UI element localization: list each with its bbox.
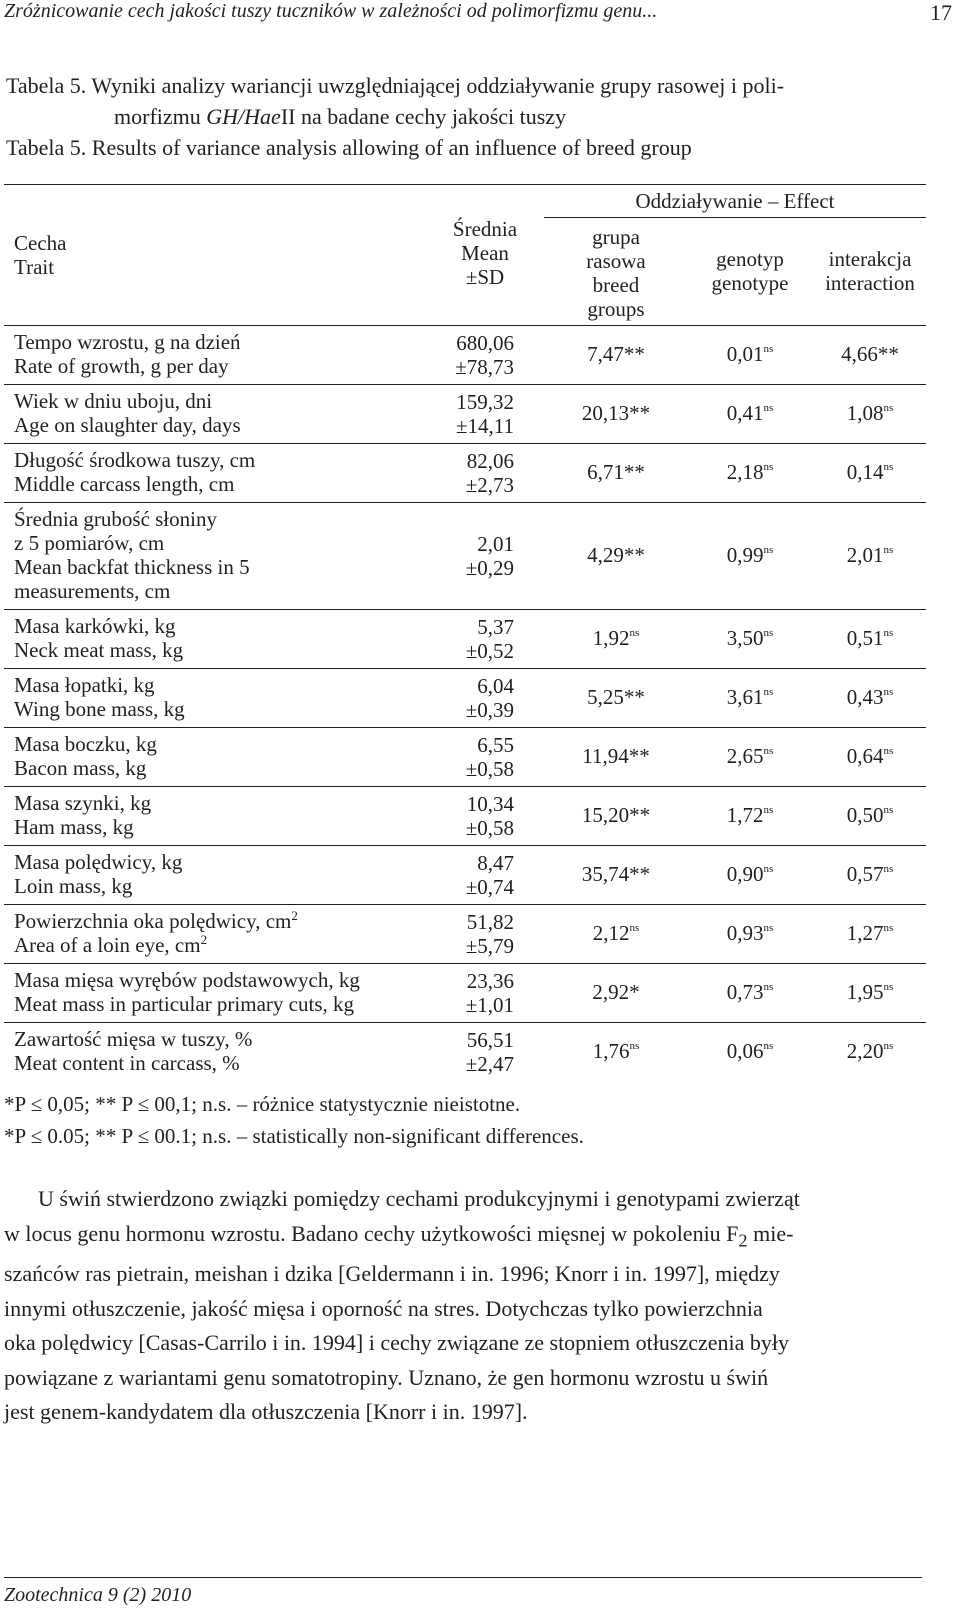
- genotype-effect-cell: $1,72^{ns}$: [726, 803, 774, 827]
- table-header: [4, 185, 926, 326]
- running-title: Zróżnicowanie cech jakości tuszy tuczników w zależności od polimorfizmu genu...: [4, 0, 658, 22]
- ns-marker: ns: [629, 922, 640, 934]
- genotype-effect-cell: $0,73^{ns}$: [726, 980, 774, 1004]
- note-polish: *P ≤ 0,05; ** P ≤ 00,1; n.s. – różnice statystycznie nieistotne.: [4, 1092, 521, 1116]
- breed-effect-cell: 4,29**: [587, 543, 645, 567]
- page-number: 17: [930, 0, 952, 25]
- ns-marker: ns: [763, 1040, 774, 1052]
- ns-marker: ns: [883, 627, 894, 639]
- ns-marker: ns: [763, 627, 774, 639]
- trait-cell: Długość środkowa tuszy, cm Middle carcass length, cm: [14, 448, 256, 496]
- genotype-effect-cell: $3,61^{ns}$: [726, 685, 774, 709]
- trait-cell: Masa łopatki, kg Wing bone mass, kg: [14, 673, 185, 721]
- caption-english: Tabela 5. Results of variance analysis allowing of an influence of breed group: [6, 135, 692, 160]
- running-header: [4, 0, 952, 28]
- trait-cell: Średnia grubość słoniny z 5 pomiarów, cm Mean backfat thickness in 5 measurements, cm: [14, 507, 250, 603]
- interaction-effect-cell: $1,08^{ns}$: [846, 401, 894, 425]
- ns-marker: ns: [883, 544, 894, 556]
- genotype-effect-cell: $0,06^{ns}$: [726, 1039, 774, 1063]
- mean-sd-cell: 82,06 ±2,73: [465, 449, 514, 497]
- ns-marker: ns: [763, 544, 774, 556]
- ns-marker: ns: [629, 1040, 640, 1052]
- interaction-effect-cell: $0,50^{ns}$: [846, 803, 894, 827]
- interaction-effect-cell: 4,66**: [841, 342, 899, 366]
- ns-marker: ns: [629, 627, 640, 639]
- table-row: [4, 846, 926, 905]
- ns-marker: ns: [883, 686, 894, 698]
- genotype-effect-cell: $0,41^{ns}$: [726, 401, 774, 425]
- table-row: [4, 669, 926, 728]
- breed-effect-cell: 5,25**: [587, 685, 645, 709]
- ns-marker: ns: [883, 402, 894, 414]
- breed-effect-cell: 15,20**: [581, 803, 651, 827]
- interaction-effect-cell: $0,64^{ns}$: [846, 744, 894, 768]
- table-row: [4, 905, 926, 964]
- trait-cell: Masa boczku, kg Bacon mass, kg: [14, 732, 157, 780]
- ns-marker: ns: [883, 863, 894, 875]
- breed-effect-cell: $1,92^{ns}$: [592, 626, 640, 650]
- ns-marker: ns: [763, 402, 774, 414]
- ns-marker: ns: [763, 343, 774, 355]
- anova-table: [4, 184, 926, 1081]
- ns-marker: ns: [883, 461, 894, 473]
- interaction-effect-cell: $0,57^{ns}$: [846, 862, 894, 886]
- caption-polish: Tabela 5. Wyniki analizy wariancji uwzględniającej oddziaływanie grupy rasowej i poli- morfizmu GH/HaeII na badane cechy jakości tuszy: [6, 73, 785, 129]
- table-row: [4, 1023, 926, 1081]
- interaction-effect-cell: $0,14^{ns}$: [846, 460, 894, 484]
- breed-effect-cell: 6,71**: [587, 460, 645, 484]
- ns-marker: ns: [883, 804, 894, 816]
- journal-footer: Zootechnica 9 (2) 2010: [4, 1584, 192, 1606]
- trait-cell: Wiek w dniu uboju, dni Age on slaughter day, days: [14, 389, 241, 437]
- mean-sd-cell: 56,51 ±2,47: [465, 1028, 514, 1076]
- ns-marker: ns: [763, 804, 774, 816]
- interaction-effect-cell: $1,27^{ns}$: [846, 921, 894, 945]
- table-body: [4, 326, 926, 1081]
- table-row: [4, 728, 926, 787]
- interaction-effect-cell: $0,51^{ns}$: [846, 626, 894, 650]
- note-english: *P ≤ 0.05; ** P ≤ 00.1; n.s. – statistically non-significant differences.: [4, 1124, 584, 1148]
- table-row: [4, 385, 926, 444]
- interaction-effect-cell: $0,43^{ns}$: [846, 685, 894, 709]
- mean-sd-cell: 159,32 ±14,11: [456, 390, 514, 438]
- mean-sd-cell: 6,04 ±0,39: [465, 674, 514, 722]
- mean-sd-cell: 5,37 ±0,52: [465, 615, 514, 663]
- genotype-effect-cell: $0,99^{ns}$: [726, 543, 774, 567]
- body-paragraph: U świń stwierdzono związki pomiędzy cechami produkcyjnymi i genotypami zwierząt w locus genu hormonu wzrostu. Badano cechy użytkowości mięsnej w pokoleniu $F_2$ mie- szańców ras pietrain, meishan i dzika [Geldermann i in. 1996; Knorr i in. 1997], między innymi otłuszczenie, jakość mięsa i oporność na stres. Dotychczas tylko powierzchnia oka polędwicy [Casas-Carrilo i in. 1994] i cechy związane ze stopniem otłuszczenia były powiązane z wariantami genu somatotropiny. Uznano, że gen hormonu wzrostu u świń jest genem-kandydatem dla otłuszczenia [Knorr i in. 1997].: [4, 1186, 800, 1425]
- interaction-effect-cell: $2,01^{ns}$: [846, 543, 894, 567]
- table-row: [4, 326, 926, 385]
- trait-cell: Masa polędwicy, kg Loin mass, kg: [14, 850, 183, 898]
- breed-effect-cell: $1,76^{ns}$: [592, 1039, 640, 1063]
- table-caption: [6, 70, 936, 163]
- ns-marker: ns: [883, 981, 894, 993]
- mean-sd-cell: 6,55 ±0,58: [465, 733, 514, 781]
- trait-cell: Zawartość mięsa w tuszy, % Meat content in carcass, %: [14, 1027, 253, 1075]
- breed-effect-cell: 20,13**: [581, 401, 651, 425]
- interaction-effect-cell: $2,20^{ns}$: [846, 1039, 894, 1063]
- mean-sd-cell: 51,82 ±5,79: [465, 910, 514, 958]
- mean-sd-cell: 680,06 ±78,73: [455, 331, 514, 379]
- table-row: [4, 610, 926, 669]
- breed-effect-cell: 7,47**: [587, 342, 645, 366]
- footer-rule: [4, 1577, 922, 1578]
- breed-effect-cell: $2,12^{ns}$: [592, 921, 640, 945]
- trait-cell: Powierzchnia oka polędwicy, $cm^2$ Area of a loin eye, $cm^2$: [14, 908, 298, 957]
- mean-sd-cell: 10,34 ±0,58: [465, 792, 514, 840]
- table-row: [4, 787, 926, 846]
- interaction-effect-cell: $1,95^{ns}$: [846, 980, 894, 1004]
- table-row: [4, 964, 926, 1023]
- trait-cell: Masa mięsa wyrębów podstawowych, kg Meat mass in particular primary cuts, kg: [14, 968, 360, 1016]
- ns-marker: ns: [883, 1040, 894, 1052]
- table-row: [4, 444, 926, 503]
- genotype-effect-cell: $0,93^{ns}$: [726, 921, 774, 945]
- breed-effect-cell: 2,92*: [592, 980, 640, 1004]
- genotype-header: genotyp genotype: [711, 247, 789, 295]
- breed-group-header: grupa rasowa breed groups: [586, 225, 646, 321]
- trait-cell: Masa karkówki, kg Neck meat mass, kg: [14, 614, 184, 662]
- ns-marker: ns: [763, 981, 774, 993]
- genotype-effect-cell: $3,50^{ns}$: [726, 626, 774, 650]
- trait-header: Cecha Trait: [14, 231, 67, 279]
- genotype-effect-cell: $2,65^{ns}$: [726, 744, 774, 768]
- mean-header: Średnia Mean ±SD: [452, 217, 518, 289]
- genotype-effect-cell: $0,90^{ns}$: [726, 862, 774, 886]
- ns-marker: ns: [763, 863, 774, 875]
- breed-effect-cell: 11,94**: [582, 744, 650, 768]
- mean-sd-cell: 23,36 ±1,01: [465, 969, 514, 1017]
- trait-cell: Masa szynki, kg Ham mass, kg: [14, 791, 152, 839]
- ns-marker: ns: [763, 461, 774, 473]
- trait-cell: Tempo wzrostu, g na dzień Rate of growth, g per day: [14, 330, 241, 378]
- effect-header: Oddziaływanie – Effect: [544, 189, 926, 218]
- ns-marker: ns: [763, 745, 774, 757]
- ns-marker: ns: [883, 745, 894, 757]
- mean-sd-cell: 2,01 ±0,29: [465, 532, 514, 580]
- interaction-header: interakcja interaction: [825, 247, 915, 295]
- table-row: [4, 503, 926, 610]
- genotype-effect-cell: $0,01^{ns}$: [726, 342, 774, 366]
- ns-marker: ns: [763, 922, 774, 934]
- genotype-effect-cell: $2,18^{ns}$: [726, 460, 774, 484]
- ns-marker: ns: [883, 922, 894, 934]
- table-notes: [4, 1088, 584, 1152]
- mean-sd-cell: 8,47 ±0,74: [465, 851, 514, 899]
- breed-effect-cell: 35,74**: [581, 862, 651, 886]
- ns-marker: ns: [763, 686, 774, 698]
